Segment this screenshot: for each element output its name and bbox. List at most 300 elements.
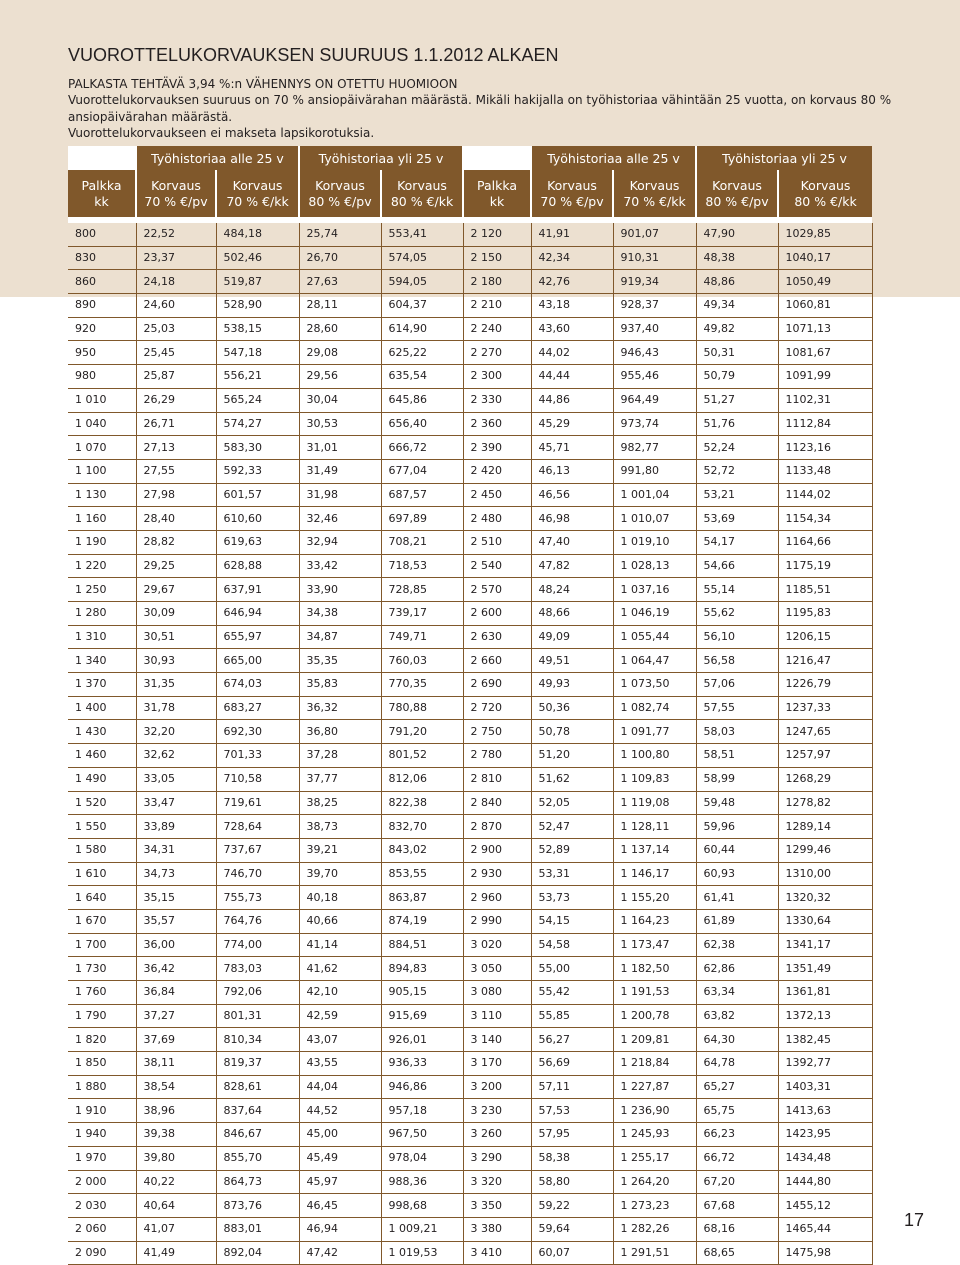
table-cell: 774,00 <box>216 933 299 957</box>
table-cell: 60,93 <box>696 862 778 886</box>
table-row <box>68 1170 872 1194</box>
table-cell: 38,73 <box>299 815 381 839</box>
table-row <box>68 1241 872 1265</box>
table-cell: 56,69 <box>531 1052 613 1076</box>
table-cell: 1 091,77 <box>613 720 696 744</box>
table-cell: 41,62 <box>299 957 381 981</box>
table-cell: 2 300 <box>463 365 531 389</box>
table-cell: 1154,34 <box>778 507 872 531</box>
table-cell: 645,86 <box>381 388 463 412</box>
table-cell: 39,38 <box>136 1123 216 1147</box>
table-cell: 55,85 <box>531 1004 613 1028</box>
table-cell: 1 100,80 <box>613 744 696 768</box>
table-cell: 1 191,53 <box>613 981 696 1005</box>
table-cell: 1 460 <box>68 744 136 768</box>
table-cell: 51,62 <box>531 767 613 791</box>
table-cell: 43,18 <box>531 294 613 318</box>
table-cell: 3 050 <box>463 957 531 981</box>
table-cell: 1 128,11 <box>613 815 696 839</box>
table-cell: 728,85 <box>381 578 463 602</box>
table-cell: 2 030 <box>68 1194 136 1218</box>
table-cell: 52,72 <box>696 459 778 483</box>
table-cell: 884,51 <box>381 933 463 957</box>
table-cell: 44,44 <box>531 365 613 389</box>
column-header-line1: Korvaus <box>397 177 447 193</box>
table-cell: 33,42 <box>299 554 381 578</box>
table-cell: 1 730 <box>68 957 136 981</box>
table-cell: 67,68 <box>696 1194 778 1218</box>
table-cell: 1 001,04 <box>613 483 696 507</box>
table-cell: 40,22 <box>136 1170 216 1194</box>
table-row <box>68 436 872 460</box>
table-row <box>68 530 872 554</box>
table-cell: 3 110 <box>463 1004 531 1028</box>
table-cell: 837,64 <box>216 1099 299 1123</box>
table-cell: 2 750 <box>463 720 531 744</box>
table-cell: 38,54 <box>136 1075 216 1099</box>
table-cell: 29,25 <box>136 554 216 578</box>
table-cell: 34,87 <box>299 625 381 649</box>
table-cell: 35,57 <box>136 909 216 933</box>
table-cell: 54,58 <box>531 933 613 957</box>
table-cell: 894,83 <box>381 957 463 981</box>
table-cell: 49,51 <box>531 649 613 673</box>
table-cell: 547,18 <box>216 341 299 365</box>
table-cell: 54,15 <box>531 909 613 933</box>
table-cell: 1 820 <box>68 1028 136 1052</box>
table-cell: 1071,13 <box>778 317 872 341</box>
table-cell: 1 046,19 <box>613 602 696 626</box>
table-cell: 655,97 <box>216 625 299 649</box>
table-row <box>68 744 872 768</box>
table-cell: 46,98 <box>531 507 613 531</box>
table-row <box>68 223 872 246</box>
table-cell: 637,91 <box>216 578 299 602</box>
table-cell: 628,88 <box>216 554 299 578</box>
table-cell: 30,93 <box>136 649 216 673</box>
table-cell: 44,02 <box>531 341 613 365</box>
table-cell: 1 910 <box>68 1099 136 1123</box>
table-cell: 45,00 <box>299 1123 381 1147</box>
table-cell: 832,70 <box>381 815 463 839</box>
table-cell: 3 350 <box>463 1194 531 1218</box>
table-cell: 60,07 <box>531 1241 613 1265</box>
table-cell: 828,61 <box>216 1075 299 1099</box>
table-cell: 48,86 <box>696 270 778 294</box>
table-cell: 719,61 <box>216 791 299 815</box>
group-header: Työhistoriaa alle 25 v <box>136 146 299 170</box>
table-cell: 43,55 <box>299 1052 381 1076</box>
table-cell: 2 990 <box>463 909 531 933</box>
table-cell: 1123,16 <box>778 436 872 460</box>
table-cell: 801,31 <box>216 1004 299 1028</box>
table-cell: 28,40 <box>136 507 216 531</box>
table-cell: 1029,85 <box>778 223 872 246</box>
table-row <box>68 578 872 602</box>
table-row <box>68 1194 872 1218</box>
table-cell: 63,34 <box>696 981 778 1005</box>
table-cell: 830 <box>68 246 136 270</box>
table-cell: 30,09 <box>136 602 216 626</box>
table-cell: 2 270 <box>463 341 531 365</box>
table-cell: 1 209,81 <box>613 1028 696 1052</box>
table-cell: 40,64 <box>136 1194 216 1218</box>
table-cell: 604,37 <box>381 294 463 318</box>
table-cell: 47,42 <box>299 1241 381 1265</box>
table-cell: 2 450 <box>463 483 531 507</box>
table-cell: 2 720 <box>463 696 531 720</box>
table-cell: 873,76 <box>216 1194 299 1218</box>
table-row <box>68 602 872 626</box>
table-row <box>68 246 872 270</box>
table-cell: 2 210 <box>463 294 531 318</box>
table-cell: 39,21 <box>299 838 381 862</box>
table-cell: 1278,82 <box>778 791 872 815</box>
table-cell: 50,78 <box>531 720 613 744</box>
table-cell: 1 137,14 <box>613 838 696 862</box>
table-cell: 1320,32 <box>778 886 872 910</box>
column-header-line1: Palkka <box>81 177 122 193</box>
table-cell: 1423,95 <box>778 1123 872 1147</box>
table-cell: 843,02 <box>381 838 463 862</box>
table-cell: 1 250 <box>68 578 136 602</box>
table-cell: 1382,45 <box>778 1028 872 1052</box>
table-cell: 1 160 <box>68 507 136 531</box>
table-cell: 666,72 <box>381 436 463 460</box>
table-cell: 957,18 <box>381 1099 463 1123</box>
table-cell: 1 640 <box>68 886 136 910</box>
table-cell: 59,22 <box>531 1194 613 1218</box>
table-cell: 2 480 <box>463 507 531 531</box>
table-cell: 23,37 <box>136 246 216 270</box>
table-cell: 45,71 <box>531 436 613 460</box>
table-cell: 1465,44 <box>778 1217 872 1241</box>
table-cell: 45,29 <box>531 412 613 436</box>
table-cell: 946,86 <box>381 1075 463 1099</box>
table-cell: 1112,84 <box>778 412 872 436</box>
table-cell: 1237,33 <box>778 696 872 720</box>
table-cell: 1 880 <box>68 1075 136 1099</box>
table-cell: 30,53 <box>299 412 381 436</box>
table-cell: 755,73 <box>216 886 299 910</box>
table-row <box>68 815 872 839</box>
table-cell: 34,73 <box>136 862 216 886</box>
table-cell: 30,04 <box>299 388 381 412</box>
table-cell: 1 580 <box>68 838 136 862</box>
table-cell: 56,27 <box>531 1028 613 1052</box>
table-cell: 1050,49 <box>778 270 872 294</box>
table-cell: 58,80 <box>531 1170 613 1194</box>
table-cell: 937,40 <box>613 317 696 341</box>
compensation-table <box>68 146 873 1265</box>
table-cell: 1 236,90 <box>613 1099 696 1123</box>
column-header-line1: Korvaus <box>315 177 365 193</box>
table-cell: 1 055,44 <box>613 625 696 649</box>
table-cell: 1 070 <box>68 436 136 460</box>
table-cell: 46,45 <box>299 1194 381 1218</box>
table-cell: 538,15 <box>216 317 299 341</box>
table-cell: 1164,66 <box>778 530 872 554</box>
table-cell: 800 <box>68 223 136 246</box>
table-cell: 574,05 <box>381 246 463 270</box>
table-cell: 822,38 <box>381 791 463 815</box>
table-cell: 2 780 <box>463 744 531 768</box>
table-cell: 1 200,78 <box>613 1004 696 1028</box>
table-cell: 1 182,50 <box>613 957 696 981</box>
table-cell: 874,19 <box>381 909 463 933</box>
table-cell: 2 930 <box>463 862 531 886</box>
table-cell: 36,42 <box>136 957 216 981</box>
table-cell: 1 273,23 <box>613 1194 696 1218</box>
column-header-line2: 80 % €/kk <box>390 193 454 209</box>
table-cell: 27,55 <box>136 459 216 483</box>
table-cell: 1 109,83 <box>613 767 696 791</box>
table-cell: 45,97 <box>299 1170 381 1194</box>
table-cell: 33,89 <box>136 815 216 839</box>
table-cell: 574,27 <box>216 412 299 436</box>
table-cell: 39,70 <box>299 862 381 886</box>
table-cell: 619,63 <box>216 530 299 554</box>
table-cell: 47,40 <box>531 530 613 554</box>
table-cell: 2 360 <box>463 412 531 436</box>
table-cell: 57,11 <box>531 1075 613 1099</box>
table-cell: 1081,67 <box>778 341 872 365</box>
table-cell: 1361,81 <box>778 981 872 1005</box>
table-row <box>68 673 872 697</box>
table-cell: 51,27 <box>696 388 778 412</box>
compensation-table-wrapper <box>68 146 872 1265</box>
table-cell: 2 660 <box>463 649 531 673</box>
table-cell: 28,82 <box>136 530 216 554</box>
table-cell: 1 073,50 <box>613 673 696 697</box>
table-cell: 37,77 <box>299 767 381 791</box>
table-cell: 25,45 <box>136 341 216 365</box>
table-cell: 61,41 <box>696 886 778 910</box>
table-cell: 1 040 <box>68 412 136 436</box>
table-cell: 33,05 <box>136 767 216 791</box>
table-cell: 2 150 <box>463 246 531 270</box>
table-cell: 2 840 <box>463 791 531 815</box>
table-cell: 49,82 <box>696 317 778 341</box>
table-cell: 29,56 <box>299 365 381 389</box>
table-cell: 1102,31 <box>778 388 872 412</box>
table-cell: 1 019,53 <box>381 1241 463 1265</box>
table-cell: 58,03 <box>696 720 778 744</box>
table-cell: 45,49 <box>299 1146 381 1170</box>
column-header <box>68 170 136 217</box>
table-cell: 46,56 <box>531 483 613 507</box>
table-cell: 982,77 <box>613 436 696 460</box>
page-header <box>68 44 928 142</box>
table-cell: 30,51 <box>136 625 216 649</box>
column-header <box>299 170 381 217</box>
column-header <box>136 170 216 217</box>
column-header <box>778 170 872 217</box>
table-cell: 1 850 <box>68 1052 136 1076</box>
table-cell: 2 600 <box>463 602 531 626</box>
table-row <box>68 862 872 886</box>
table-cell: 3 200 <box>463 1075 531 1099</box>
table-cell: 1 760 <box>68 981 136 1005</box>
table-cell: 2 240 <box>463 317 531 341</box>
table-cell: 60,44 <box>696 838 778 862</box>
table-cell: 41,07 <box>136 1217 216 1241</box>
table-cell: 2 420 <box>463 459 531 483</box>
table-cell: 967,50 <box>381 1123 463 1147</box>
table-cell: 2 690 <box>463 673 531 697</box>
table-cell: 683,27 <box>216 696 299 720</box>
table-cell: 910,31 <box>613 246 696 270</box>
table-cell: 1 146,17 <box>613 862 696 886</box>
table-cell: 2 540 <box>463 554 531 578</box>
table-cell: 64,30 <box>696 1028 778 1052</box>
table-cell: 40,18 <box>299 886 381 910</box>
table-cell: 42,59 <box>299 1004 381 1028</box>
table-cell: 1 190 <box>68 530 136 554</box>
table-cell: 52,47 <box>531 815 613 839</box>
table-row <box>68 696 872 720</box>
table-cell: 57,53 <box>531 1099 613 1123</box>
column-header-line1: Korvaus <box>547 177 597 193</box>
table-cell: 26,71 <box>136 412 216 436</box>
table-cell: 1 310 <box>68 625 136 649</box>
table-cell: 3 320 <box>463 1170 531 1194</box>
table-cell: 955,46 <box>613 365 696 389</box>
table-cell: 41,14 <box>299 933 381 957</box>
table-cell: 56,58 <box>696 649 778 673</box>
table-cell: 2 510 <box>463 530 531 554</box>
table-cell: 1 155,20 <box>613 886 696 910</box>
table-cell: 846,67 <box>216 1123 299 1147</box>
table-cell: 52,05 <box>531 791 613 815</box>
table-cell: 1 550 <box>68 815 136 839</box>
column-header-line2: 80 % €/kk <box>794 193 857 209</box>
table-cell: 38,11 <box>136 1052 216 1076</box>
table-cell: 1413,63 <box>778 1099 872 1123</box>
table-cell: 739,17 <box>381 602 463 626</box>
table-cell: 1 227,87 <box>613 1075 696 1099</box>
table-cell: 528,90 <box>216 294 299 318</box>
table-row <box>68 1004 872 1028</box>
page-subtitle: PALKASTA TEHTÄVÄ 3,94 %:n VÄHENNYS ON OTETTU HUOMIOON <box>68 77 458 91</box>
table-cell: 2 120 <box>463 223 531 246</box>
column-header-line1: Korvaus <box>800 177 851 193</box>
table-cell: 58,38 <box>531 1146 613 1170</box>
table-cell: 1 291,51 <box>613 1241 696 1265</box>
column-header-line2: kk <box>489 193 505 209</box>
table-cell: 57,95 <box>531 1123 613 1147</box>
table-cell: 3 380 <box>463 1217 531 1241</box>
column-header-line2: 70 % €/kk <box>623 193 686 209</box>
table-row <box>68 294 872 318</box>
table-row <box>68 1075 872 1099</box>
table-row <box>68 554 872 578</box>
table-cell: 36,32 <box>299 696 381 720</box>
table-row <box>68 388 872 412</box>
table-row <box>68 767 872 791</box>
table-cell: 2 180 <box>463 270 531 294</box>
table-cell: 41,91 <box>531 223 613 246</box>
table-row <box>68 1146 872 1170</box>
table-cell: 54,17 <box>696 530 778 554</box>
table-cell: 38,96 <box>136 1099 216 1123</box>
table-cell: 2 090 <box>68 1241 136 1265</box>
table-cell: 61,89 <box>696 909 778 933</box>
table-cell: 1 009,21 <box>381 1217 463 1241</box>
table-cell: 1 028,13 <box>613 554 696 578</box>
table-cell: 1351,49 <box>778 957 872 981</box>
table-cell: 28,60 <box>299 317 381 341</box>
column-header <box>613 170 696 217</box>
table-cell: 3 020 <box>463 933 531 957</box>
table-cell: 2 000 <box>68 1170 136 1194</box>
table-cell: 46,94 <box>299 1217 381 1241</box>
table-cell: 988,36 <box>381 1170 463 1194</box>
table-cell: 601,57 <box>216 483 299 507</box>
table-cell: 27,13 <box>136 436 216 460</box>
table-cell: 25,87 <box>136 365 216 389</box>
table-cell: 1 010 <box>68 388 136 412</box>
table-cell: 1 218,84 <box>613 1052 696 1076</box>
table-row <box>68 412 872 436</box>
table-row <box>68 649 872 673</box>
intro-paragraph: Vuorottelukorvauksen suuruus on 70 % ansiopäivärahan määrästä. Mikäli hakijalla on työhistoriaa vähintään 25 vuotta, on korvaus 80 % ansiopäivärahan määrästä. <box>68 93 892 124</box>
column-header-line2: 80 % €/pv <box>705 193 769 209</box>
table-cell: 1 264,20 <box>613 1170 696 1194</box>
table-cell: 656,40 <box>381 412 463 436</box>
table-cell: 35,83 <box>299 673 381 697</box>
table-cell: 41,49 <box>136 1241 216 1265</box>
table-cell: 1185,51 <box>778 578 872 602</box>
table-cell: 37,28 <box>299 744 381 768</box>
table-cell: 1040,17 <box>778 246 872 270</box>
table-cell: 764,76 <box>216 909 299 933</box>
table-row <box>68 1052 872 1076</box>
table-cell: 58,99 <box>696 767 778 791</box>
table-cell: 565,24 <box>216 388 299 412</box>
table-cell: 864,73 <box>216 1170 299 1194</box>
table-row <box>68 720 872 744</box>
table-row <box>68 1217 872 1241</box>
column-header-line2: 80 % €/pv <box>308 193 372 209</box>
table-cell: 973,74 <box>613 412 696 436</box>
table-cell: 3 140 <box>463 1028 531 1052</box>
table-cell: 991,80 <box>613 459 696 483</box>
table-cell: 1 173,47 <box>613 933 696 957</box>
table-cell: 67,20 <box>696 1170 778 1194</box>
table-cell: 62,38 <box>696 933 778 957</box>
column-header <box>381 170 463 217</box>
table-cell: 625,22 <box>381 341 463 365</box>
table-cell: 484,18 <box>216 223 299 246</box>
table-cell: 1403,31 <box>778 1075 872 1099</box>
table-cell: 39,80 <box>136 1146 216 1170</box>
table-cell: 59,48 <box>696 791 778 815</box>
table-cell: 31,01 <box>299 436 381 460</box>
group-header: Työhistoriaa alle 25 v <box>531 146 696 170</box>
table-cell: 998,68 <box>381 1194 463 1218</box>
table-row <box>68 886 872 910</box>
table-cell: 1 340 <box>68 649 136 673</box>
table-cell: 1226,79 <box>778 673 872 697</box>
table-cell: 51,76 <box>696 412 778 436</box>
table-row <box>68 507 872 531</box>
table-row <box>68 625 872 649</box>
table-cell: 1 119,08 <box>613 791 696 815</box>
table-cell: 1 790 <box>68 1004 136 1028</box>
table-cell: 728,64 <box>216 815 299 839</box>
table-cell: 32,62 <box>136 744 216 768</box>
